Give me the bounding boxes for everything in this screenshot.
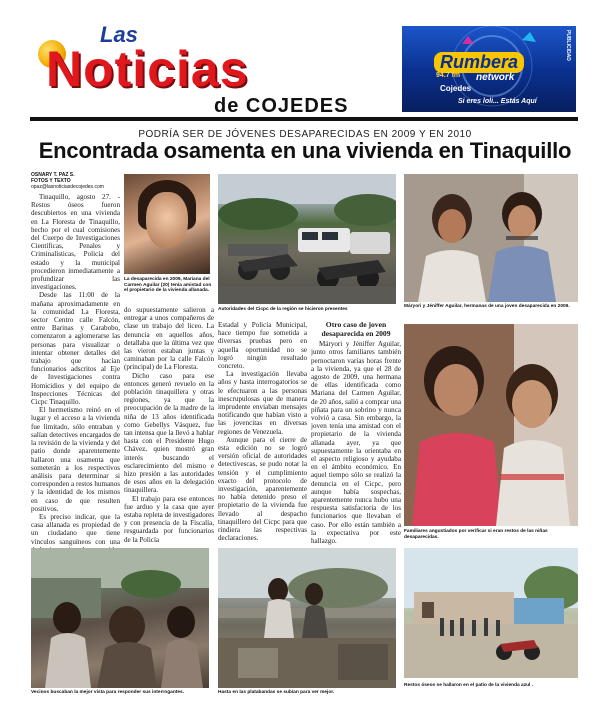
photo-neighbors[interactable] bbox=[31, 548, 209, 688]
paragraph: Estadal y Policía Municipal, hace tiempo fue sometida a diversas pruebas pero en aquella oportunidad no se logró ningún resultado concreto. bbox=[218, 321, 307, 371]
paragraph: do supuestamente salieron a entregar a unos compañeros de clase un trabajo del liceo. La denuncia en aquellos años, detallaba que la última vez que las vieron estaban juntas y caminaban por la calle Falcón (principal) de La Floresta. bbox=[124, 306, 214, 372]
photo-police-vehicles[interactable] bbox=[218, 174, 396, 304]
masthead-de-cojedes: de COJEDES bbox=[214, 95, 349, 117]
byline-role: FOTOS Y TEXTO bbox=[31, 178, 71, 184]
article-column-2 bbox=[124, 306, 214, 568]
photo-missing-girl[interactable] bbox=[124, 174, 210, 274]
photo-sisters[interactable] bbox=[404, 174, 578, 302]
article-column-1 bbox=[31, 193, 120, 567]
masthead-las: Las bbox=[100, 22, 138, 47]
caption-street: Restos óseos se hallaron en el patio de la vivienda azul . bbox=[404, 683, 534, 688]
paragraph: El hermetismo reinó en el lugar y el acceso a la vivienda fue limitado, sólo entraban y salían detectives encargados de la revisión de la vivienda y del patio donde aparentemente hallaron una osamenta que someterán a los respectivos análisis para determinar si corresponden a restos humanos y la identidad de los mismos en caso de que resulten positivos. bbox=[31, 406, 120, 513]
neighbors-scene-graphic-icon bbox=[31, 548, 209, 688]
caption-neighbors: Vecinos buscaban la mejor vista para responder sus interrogantes. bbox=[31, 690, 185, 695]
paragraph: La investigación llevaba años y hasta interrogatorios se le efectuaron a las personas inescrupulosas que de manera imprudente enviaban mensajes notificando que habían visto a las jovencitas en diversas regiones de Venezuela. bbox=[218, 370, 307, 436]
photo-rooftop-onlookers[interactable] bbox=[218, 548, 396, 688]
photo-face-shape bbox=[146, 192, 188, 248]
ad-side-label: PUBLICIDAD bbox=[565, 30, 571, 61]
caption-rooftop: Hasta en las platabandas se subían para ver mejor. bbox=[218, 690, 335, 695]
ad-frequency: 94.7 fm bbox=[436, 72, 461, 79]
family-scene-graphic-icon bbox=[404, 324, 578, 526]
caption-police: Autoridades del Cicpc de la región se hicieron presentes bbox=[218, 307, 348, 312]
ad-network: network bbox=[476, 72, 515, 83]
article-column-3 bbox=[218, 321, 307, 568]
byline-name: OSNARY T. PAZ S. bbox=[31, 172, 75, 178]
paragraph: Es preciso indicar, que la casa allanada es propiedad de un ciudadano que tiene vínculos sanguíneos con una bbox=[31, 512, 120, 546]
photo-street-house[interactable] bbox=[404, 548, 578, 678]
paragraph: Dicho caso para ese entonces generó revuelo en la población tinaquillera y otras regiones, ya que la preocupación de la madre de la niña de 13 años identificada como Gebellys Vásquez, fue tan intensa que la llevó a hablar hasta con el Presidente Hugo Chávez, quien mostró gran interés buscando el esclarecimiento del mismo e hizo presión a las autoridades de esos años en la delegación tinaquillera. bbox=[124, 371, 214, 495]
masthead-noticias: Noticias bbox=[46, 41, 249, 97]
headline: Encontrada osamenta en una vivienda en Tinaquillo bbox=[38, 138, 572, 163]
ad-brand: Rumbera bbox=[434, 52, 524, 73]
ad-slogan: Si eres loli... Estás Aquí bbox=[458, 98, 537, 105]
paragraph: Desde las 11:00 de la mañana aproximadamente en la comunidad La Floresta, sector Centro calle Falcón, entre Barinas y Carabobo, comenzaron a aglomerarse las personas para visualizar o intentar obtener detalles del trabajo que hacían funcionarios adscritos al Eje de Investigaciones contra Homicidios y del equipo de Inspecciones Técnicas del Cicpc Tinaquillo. bbox=[31, 291, 120, 407]
radio-advertisement[interactable] bbox=[402, 26, 576, 112]
caption-sisters: Máryori y Jéniffer Aguilar, hermanas de una joven desaparecida en 2009. bbox=[404, 304, 570, 309]
masthead-rule bbox=[30, 117, 578, 121]
street-scene-graphic-icon bbox=[404, 548, 578, 678]
paragraph: Aunque para el cierre de esta edición no se logró versión oficial de autoridades detectivescas, se pudo notar la tensión y el cumplimiento exacto del protocolo de investigación, aparentemente no había detenido preso el propietario de la vivienda fue llevado al despacho tinaquillero del Cicpc para que rindiera las respectivas declaraciones. bbox=[218, 435, 307, 543]
paragraph: Máryori y Jéniffer Aguilar, junto otros familiares también pernoctaron varias horas frente a la vivienda, ya que el 28 de agosto de 2009, una hermana de ellas identificada como Mariana del Carmen Aguilar, de 20 años, salió a comprar una piñata para un sobrino y nunca volvió a casa. Sin embargo, la joven tenía una amistad con el propietario de la vivienda allanada ayer, ya que supuestamente la orientaba en el aspecto religioso y ayudaba en el ámbito económico. En aquel tiempo sólo se realizó la denuncia en el Cicpc, pero aunque había sospechas, aparentemente nunca hubo una respuesta satisfactoria de los funcionarios que llevaban el caso. Por ello están también a la expectativa por este hallazgo. bbox=[311, 340, 401, 546]
rooftop-scene-graphic-icon bbox=[218, 548, 396, 688]
caption-missing-girl: La desaparecida en 2009, Mariana del Carmen Aguilar (20) tenía amistad con el propietario de la vivienda allanada. bbox=[124, 277, 212, 294]
photo-family[interactable] bbox=[404, 324, 578, 526]
byline-email[interactable]: opaz@lasnoticiasdecojedes.com bbox=[31, 184, 104, 190]
ad-city: Cojedes bbox=[440, 84, 472, 93]
kicker: PODRÍA SER DE JÓVENES DESAPARECIDAS EN 2009 Y EN 2010 bbox=[138, 129, 472, 140]
caption-family: Familiares angustiados por verificar si eran restos de las niñas desaparecidas. bbox=[404, 529, 548, 540]
article-column-4 bbox=[311, 321, 401, 568]
paragraph: El trabajo para ese entonces fue arduo y la casa que ayer estaba repleta de investigadores y con presencia de la Fiscalía, resguardada por funcionarios de la Policía bbox=[124, 494, 214, 544]
paragraph: Tinaquillo, agosto 27. - Restos óseos fueron descubiertos en una vivienda en La Floresta de Tinaquillo, hecho por el cual comisiones del Cuerpo de Investigaciones Científicas, Penales y Criminalísticas, Policía del estado y la municipal procedieron inmediatamente a profundizar las investigaciones. bbox=[31, 193, 120, 292]
sisters-scene-graphic-icon bbox=[404, 174, 578, 302]
subheading: Otro caso de joven desaparecida en 2009 bbox=[321, 321, 391, 338]
police-scene-graphic-icon bbox=[218, 174, 396, 304]
